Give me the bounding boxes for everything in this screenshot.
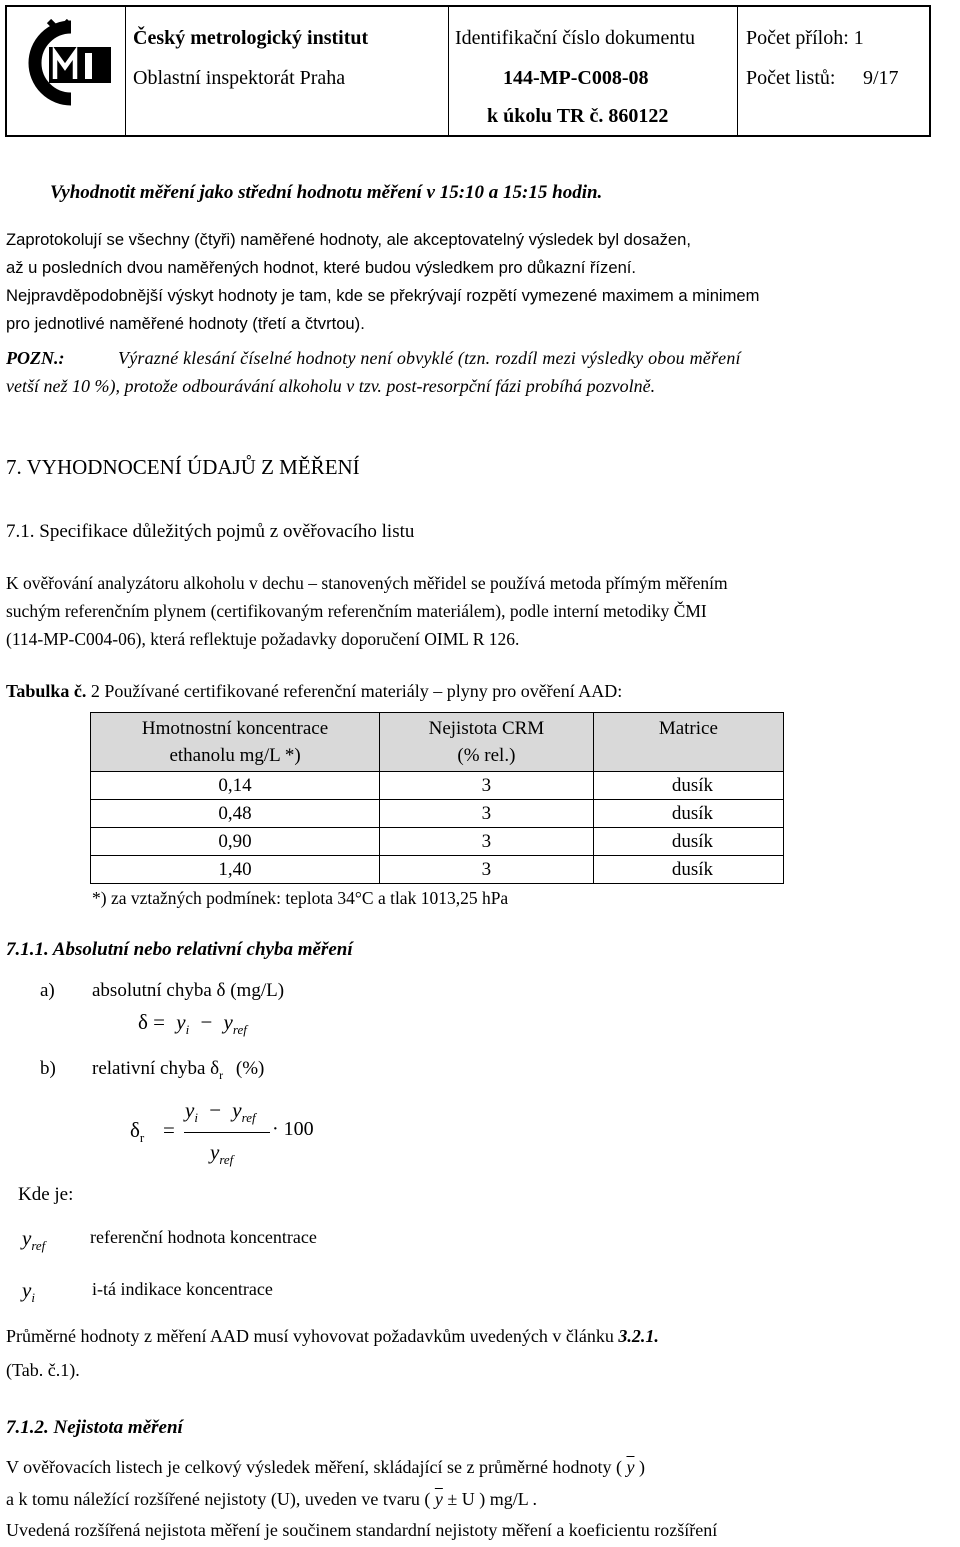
symbol-y-ref: $y_{ref}$	[22, 1226, 46, 1254]
table-row	[91, 800, 784, 828]
doc-id: 144-MP-C008-08	[503, 67, 649, 89]
y-bar: $\overline{y}$	[434, 1489, 443, 1509]
cell-matrix: dusík	[593, 800, 783, 828]
formula-times-100: · 100	[272, 1118, 314, 1140]
cell-uncertainty: 3	[380, 800, 594, 828]
cell-concentration: 1,40	[91, 856, 380, 884]
item-b-text: relativní chyba $\delta_r$ (%)	[92, 1058, 265, 1082]
symbol-y-i: $y_i$	[22, 1278, 35, 1306]
table-row	[91, 828, 784, 856]
header-matrix: Matrice	[593, 713, 783, 772]
uncertainty-line1: V ověřovacích listech je celkový výsledek měření, skládající se z průměrné hodnoty ( $\overline{y}$ )	[6, 1457, 645, 1477]
formula-lhs: δ =	[138, 1010, 165, 1034]
cell-matrix: dusík	[593, 772, 783, 800]
attachments-count: Počet příloh: 1	[746, 27, 864, 49]
uncertainty-line2: a k tomu náležící rozšířené nejistoty (U), uveden ve tvaru ( $\overline{y} \pm U$ ) mg/L .	[6, 1489, 538, 1509]
method-line1: K ověřování analyzátoru alkoholu v dechu – stanovených měřidel se používá metoda přímým měřením	[6, 573, 728, 593]
cell-uncertainty: 3	[380, 772, 594, 800]
table-caption-text: Používané certifikované referenční materiály – plyny pro ověření AAD:	[104, 681, 623, 701]
sheets-label: Počet listů:	[746, 67, 836, 89]
evaluation-heading: Vyhodnotit měření jako střední hodnotu měření v 15:10 a 15:15 hodin.	[50, 182, 603, 203]
formula-y: y	[223, 1010, 233, 1034]
uncertainty-line3: Uvedená rozšířená nejistota měření je součinem standardní nejistoty měření a koeficientu rozšíření	[6, 1520, 718, 1540]
section7-title: 7. VYHODNOCENÍ ÚDAJŮ Z MĚŘENÍ	[6, 455, 360, 479]
org-unit: Oblastní inspektorát Praha	[133, 67, 346, 89]
y-bar: $\overline{y}$	[626, 1457, 635, 1477]
def-i: i-tá indikace koncentrace	[92, 1279, 273, 1299]
def-ref: referenční hodnota koncentrace	[90, 1227, 317, 1247]
sheets-value: 9/17	[863, 67, 899, 89]
formula-equals: =	[163, 1118, 175, 1142]
formula-delta-r: $\delta_r$	[130, 1118, 145, 1146]
crm-table	[90, 712, 784, 884]
doc-id-label: Identifikační číslo dokumentu	[455, 27, 695, 49]
formula-minus: −	[200, 1010, 213, 1034]
table-caption	[6, 681, 622, 702]
note-line1: Výrazné klesání číselné hodnoty není obvyklé (tzn. rozdíl mezi výsledky obou měření	[118, 348, 741, 368]
org-name: Český metrologický institut	[133, 27, 369, 49]
formula-y: y	[176, 1010, 186, 1034]
cmi-logo	[19, 19, 115, 107]
average-requirement-line2: (Tab. č.1).	[6, 1360, 80, 1380]
header-uncertainty: Nejistota CRM (% rel.)	[380, 713, 594, 772]
section712-title: 7.1.2. Nejistota měření	[6, 1417, 183, 1438]
table-footnote: *) za vztažných podmínek: teplota 34°C a tlak 1013,25 hPa	[92, 888, 509, 908]
section71-title: 7.1. Specifikace důležitých pojmů z ověřovacího listu	[6, 521, 415, 542]
cell-concentration: 0,90	[91, 828, 380, 856]
cell-uncertainty: 3	[380, 828, 594, 856]
section711-title: 7.1.1. Absolutní nebo relativní chyba měření	[6, 939, 353, 960]
cell-concentration: 0,48	[91, 800, 380, 828]
table-header-row	[91, 713, 784, 772]
method-line2: suchým referenčním plynem (certifikovaným referenčním materiálem), podle interní metodiky ČMI	[6, 601, 707, 621]
table-row	[91, 856, 784, 884]
para1-line3: Nejpravděpodobnější výskyt hodnoty je tam, kde se překrývají rozpětí vymezené maximem a minimem	[6, 286, 760, 305]
logo-text: ČMI	[23, 104, 27, 106]
absolute-error-formula: $\delta = y_i - y_{ref}$	[138, 1010, 247, 1038]
item-a-text: absolutní chyba δ (mg/L)	[92, 980, 285, 1001]
table-row	[91, 772, 784, 800]
average-requirement: Průměrné hodnoty z měření AAD musí vyhovovat požadavkům uvedených v článku 3.2.1.	[6, 1326, 659, 1346]
item-a-label: a)	[40, 980, 55, 1001]
cell-concentration: 0,14	[91, 772, 380, 800]
table-caption-label: Tabulka č.	[6, 681, 87, 701]
article-ref: 3.2.1.	[618, 1326, 659, 1346]
fraction-denominator: $y_{ref}$	[210, 1140, 234, 1168]
fraction-bar	[184, 1132, 270, 1133]
fraction-numerator: $y_i - y_{ref}$	[185, 1098, 256, 1126]
para1-line1: Zaprotokolují se všechny (čtyři) naměřené hodnoty, ale akceptovatelný výsledek byl dosažen,	[6, 230, 692, 249]
note-label: POZN.:	[6, 348, 65, 368]
para1-line4: pro jednotlivé naměřené hodnoty (třetí a čtvrtou).	[6, 314, 365, 333]
where-label: Kde je:	[18, 1184, 74, 1205]
table-caption-number: 2	[90, 681, 100, 701]
method-line3: (114-MP-C004-06), která reflektuje požadavky doporučení OIML R 126.	[6, 629, 520, 649]
note-line2: vetší než 10 %), protože odbourávání alkoholu v tzv. post-resorpční fázi probíhá pozvolně.	[6, 376, 656, 396]
document-header	[5, 5, 931, 137]
item-b-label: b)	[40, 1058, 56, 1079]
task-ref: k úkolu TR č. 860122	[487, 105, 669, 127]
cell-matrix: dusík	[593, 828, 783, 856]
cell-uncertainty: 3	[380, 856, 594, 884]
cell-matrix: dusík	[593, 856, 783, 884]
header-concentration: Hmotnostní koncentrace ethanolu mg/L *)	[91, 713, 380, 772]
para1-line2: až u posledních dvou naměřených hodnot, které budou výsledkem pro důkazní řízení.	[6, 258, 637, 277]
